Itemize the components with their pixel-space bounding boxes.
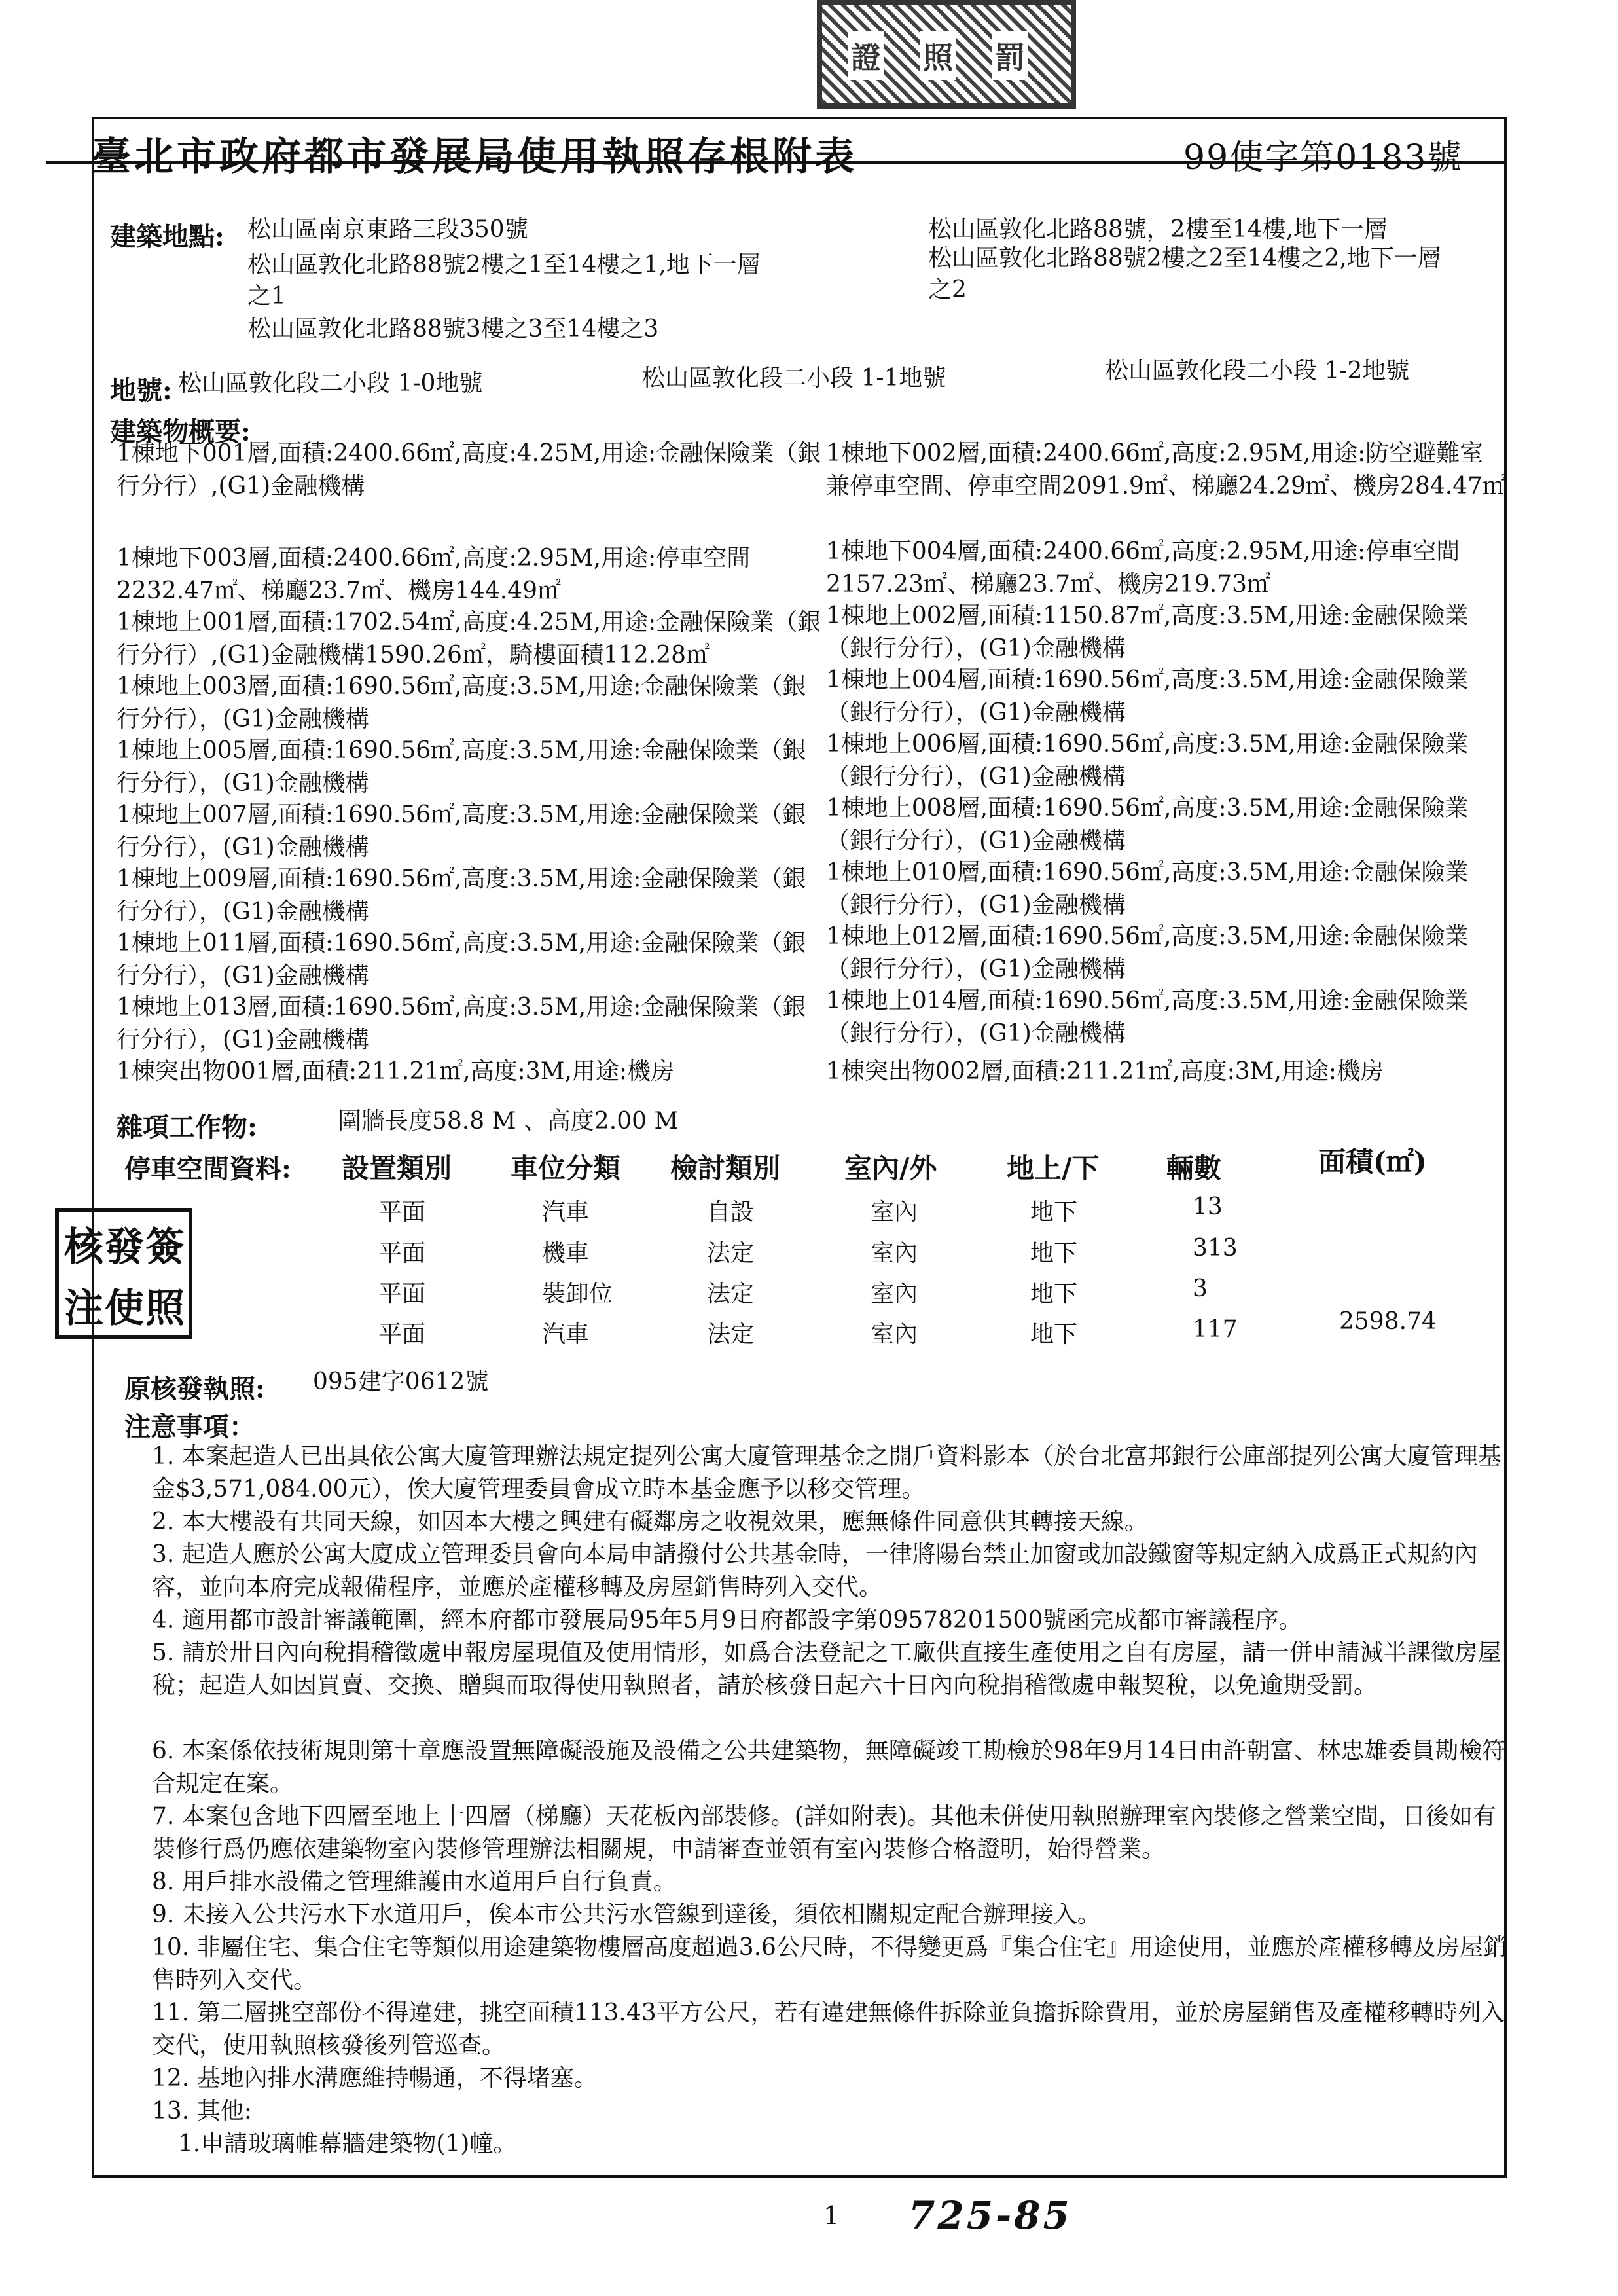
parking-cell: 地下	[1030, 1281, 1078, 1307]
original-permit-value: 095建字0612號	[313, 1368, 489, 1395]
overview-label: 建築物概要:	[110, 416, 251, 447]
floor-entry: 1棟地下003層,面積:2400.66㎡,高度:2.95M,用途:停車空間2232.47㎡、梯廳23.7㎡、機房144.49㎡	[117, 545, 751, 604]
seal-char: 發	[105, 1224, 144, 1270]
parking-cell: 地下	[1030, 1199, 1078, 1226]
parking-cell: 室內	[871, 1281, 918, 1307]
floor-entry: 1棟地上011層,面積:1690.56㎡,高度:3.5M,用途:金融保險業（銀行分行），(G1)金融機構	[117, 930, 806, 989]
site-line: 松山區敦化北路88號，2樓至14樓,地下一層	[928, 216, 1388, 243]
approval-stamp	[817, 0, 1076, 109]
lot-number: 松山區敦化段二小段 1-0地號	[178, 370, 483, 397]
serial-stamp: 725-85	[908, 2193, 1072, 2238]
stamp-char: 照	[920, 31, 956, 80]
site-label: 建築地點:	[110, 221, 225, 252]
parking-header: 檢討類別	[670, 1152, 781, 1184]
note-item: 2. 本大樓設有共同天線，如因本大樓之興建有礙鄰房之收視效果，應無條件同意供其轉接天線。	[152, 1508, 1148, 1535]
note-item: 13. 其他:	[152, 2098, 252, 2124]
note-item: 9. 未接入公共污水下水道用戶，俟本市公共污水管線到達後，須依相關規定配合辦理接入。	[152, 1901, 1101, 1928]
note-item: 6. 本案係依技術規則第十章應設置無障礙設施及設備之公共建築物，無障礙竣工勘檢於98年9月14日由許朝富、林忠雄委員勘檢符合規定在案。	[152, 1738, 1506, 1797]
page-number: 1	[823, 2201, 840, 2230]
floor-entry: 1棟地上007層,面積:1690.56㎡,高度:3.5M,用途:金融保險業（銀行分行），(G1)金融機構	[117, 801, 806, 861]
seal-char: 照	[145, 1286, 185, 1332]
note-sub-item: 1.申請玻璃帷幕牆建築物(1)幢。	[178, 2130, 517, 2157]
parking-cell: 法定	[707, 1321, 755, 1348]
site-line: 松山區南京東路三段350號	[247, 216, 528, 243]
note-item: 3. 起造人應於公寓大廈成立管理委員會向本局申請撥付公共基金時，一律將陽台禁止加窗或加設鐵窗等規定納入成爲正式規約內容，並向本府完成報備程序，並應於產權移轉及房屋銷售時列入交代。	[152, 1541, 1478, 1601]
site-line: 松山區敦化北路88號2樓之1至14樓之1,地下一層	[247, 251, 761, 278]
floor-entry: 1棟地上012層,面積:1690.56㎡,高度:3.5M,用途:金融保險業（銀行分行），(G1)金融機構	[826, 923, 1469, 983]
parking-cell: 2598.74	[1339, 1308, 1437, 1335]
parking-cell: 室內	[871, 1240, 918, 1267]
floor-entry: 1棟地下002層,面積:2400.66㎡,高度:2.95M,用途:防空避難室兼停車空間、停車空間2091.9㎡、梯廳24.29㎡、機房284.47㎡	[826, 440, 1506, 500]
document-number: 99使字第0183號	[1183, 138, 1463, 177]
site-line: 之1	[247, 283, 286, 310]
parking-cell: 法定	[707, 1281, 755, 1307]
misc-value: 圍牆長度58.8 M 、高度2.00 M	[338, 1108, 679, 1135]
floor-entry: 1棟地下004層,面積:2400.66㎡,高度:2.95M,用途:停車空間2157.23㎡、梯廳23.7㎡、機房219.73㎡	[826, 538, 1460, 598]
lot-number: 松山區敦化段二小段 1-1地號	[641, 365, 946, 392]
floor-entry: 1棟地上010層,面積:1690.56㎡,高度:3.5M,用途:金融保險業（銀行分行），(G1)金融機構	[826, 859, 1469, 919]
floor-entry: 1棟地上008層,面積:1690.56㎡,高度:3.5M,用途:金融保險業（銀行分行），(G1)金融機構	[826, 795, 1469, 854]
note-item: 10. 非屬住宅、集合住宅等類似用途建築物樓層高度超過3.6公尺時，不得變更爲『集合住宅』用途使用，並應於產權移轉及房屋銷售時列入交代。	[152, 1934, 1507, 1994]
parking-cell: 地下	[1030, 1321, 1078, 1348]
floor-entry: 1棟地上003層,面積:1690.56㎡,高度:3.5M,用途:金融保險業（銀行分行），(G1)金融機構	[117, 673, 806, 733]
page-title: 臺北市政府都市發展局使用執照存根附表	[92, 134, 857, 180]
floor-entry: 1棟突出物001層,面積:211.21㎡,高度:3M,用途:機房	[117, 1058, 675, 1085]
parking-cell: 機車	[542, 1240, 590, 1267]
parking-cell: 法定	[707, 1240, 755, 1267]
note-item: 5. 請於卅日內向稅捐稽徵處申報房屋現值及使用情形，如爲合法登記之工廠供直接生產使用之自有房屋，請一併申請減半課徵房屋稅；起造人如因買賣、交換、贈與而取得使用執照者，請於核發日起六十日內向稅捐稽徵處申報契稅，以免逾期受罰。	[152, 1639, 1501, 1699]
official-seal	[55, 1208, 192, 1339]
floor-entry: 1棟地上002層,面積:1150.87㎡,高度:3.5M,用途:金融保險業（銀行分行），(G1)金融機構	[826, 602, 1469, 662]
site-line: 之2	[928, 276, 967, 303]
floor-entry: 1棟地上005層,面積:1690.56㎡,高度:3.5M,用途:金融保險業（銀行分行），(G1)金融機構	[117, 737, 806, 797]
site-line: 松山區敦化北路88號3樓之3至14樓之3	[247, 316, 659, 342]
floor-entry: 1棟地上014層,面積:1690.56㎡,高度:3.5M,用途:金融保險業（銀行分行），(G1)金融機構	[826, 987, 1469, 1047]
parking-label: 停車空間資料:	[124, 1154, 291, 1184]
site-line: 松山區敦化北路88號2樓之2至14樓之2,地下一層	[928, 245, 1441, 272]
parking-cell: 313	[1193, 1235, 1238, 1262]
stamp-char: 罰	[992, 31, 1028, 80]
parking-cell: 平面	[378, 1281, 426, 1307]
floor-entry: 1棟地上004層,面積:1690.56㎡,高度:3.5M,用途:金融保險業（銀行分行），(G1)金融機構	[826, 666, 1469, 726]
floor-entry: 1棟地上013層,面積:1690.56㎡,高度:3.5M,用途:金融保險業（銀行分行），(G1)金融機構	[117, 994, 806, 1053]
note-item: 4. 適用都市設計審議範圍，經本府都市發展局95年5月9日府都設字第09578201500號函完成都市審議程序。	[152, 1607, 1303, 1633]
floor-entry: 1棟地上006層,面積:1690.56㎡,高度:3.5M,用途:金融保險業（銀行分行），(G1)金融機構	[826, 731, 1469, 790]
parking-header: 室內/外	[844, 1152, 937, 1184]
floor-entry: 1棟地上009層,面積:1690.56㎡,高度:3.5M,用途:金融保險業（銀行分行），(G1)金融機構	[117, 866, 806, 925]
floor-entry: 1棟地下001層,面積:2400.66㎡,高度:4.25M,用途:金融保險業（銀行分行）,(G1)金融機構	[117, 440, 821, 500]
lot-number: 松山區敦化段二小段 1-2地號	[1105, 357, 1410, 384]
seal-char: 注	[64, 1286, 103, 1332]
parking-cell: 裝卸位	[542, 1281, 613, 1307]
parking-cell: 平面	[378, 1321, 426, 1348]
parking-header: 車位分類	[511, 1152, 621, 1184]
misc-label: 雜項工作物:	[117, 1112, 257, 1142]
note-item: 1. 本案起造人已出具依公寓大廈管理辦法規定提列公寓大廈管理基金之開戶資料影本（於台北富邦銀行公庫部提列公寓大廈管理基金$3,571,084.00元），俟大廈管理委員會成立時本基金應予以移交管理。	[152, 1443, 1501, 1503]
parking-cell: 汽車	[542, 1199, 590, 1226]
floor-entry: 1棟突出物002層,面積:211.21㎡,高度:3M,用途:機房	[826, 1058, 1384, 1085]
original-permit-label: 原核發執照:	[124, 1374, 265, 1404]
parking-header: 地上/下	[1007, 1152, 1100, 1184]
note-item: 8. 用戶排水設備之管理維護由水道用戶自行負責。	[152, 1868, 677, 1895]
parking-cell: 3	[1193, 1275, 1208, 1302]
parking-cell: 自設	[707, 1199, 755, 1226]
note-item: 11. 第二層挑空部份不得違建，挑空面積113.43平方公尺，若有違建無條件拆除並負擔拆除費用，並於房屋銷售及產權移轉時列入交代，使用執照核發後列管巡查。	[152, 1999, 1505, 2059]
stamp-char: 證	[848, 31, 884, 80]
parking-cell: 平面	[378, 1199, 426, 1226]
parking-cell: 汽車	[542, 1321, 590, 1348]
parking-header: 面積(㎡)	[1318, 1146, 1427, 1178]
parking-cell: 13	[1193, 1194, 1223, 1220]
seal-char: 核	[64, 1224, 103, 1270]
note-item: 12. 基地內排水溝應維持暢通，不得堵塞。	[152, 2065, 598, 2092]
parking-cell: 室內	[871, 1199, 918, 1226]
parking-cell: 平面	[378, 1240, 426, 1267]
parking-cell: 室內	[871, 1321, 918, 1348]
parking-cell: 地下	[1030, 1240, 1078, 1267]
lot-label: 地號:	[110, 375, 172, 406]
floor-entry: 1棟地上001層,面積:1702.54㎡,高度:4.25M,用途:金融保險業（銀行分行）,(G1)金融機構1590.26㎡，騎樓面積112.28㎡	[117, 609, 821, 668]
notes-label: 注意事項：	[124, 1412, 255, 1442]
note-item: 7. 本案包含地下四層至地上十四層（梯廳）天花板內部裝修。(詳如附表)。其他未併使用執照辦理室內裝修之營業空間，日後如有裝修行爲仍應依建築物室內裝修管理辦法相關規，申請審查並領有室內裝修合格證明，始得營業。	[152, 1803, 1496, 1863]
seal-char: 簽	[145, 1224, 185, 1270]
parking-header: 輛數	[1166, 1152, 1222, 1184]
seal-char: 使	[105, 1286, 144, 1332]
parking-cell: 117	[1193, 1316, 1238, 1343]
parking-header: 設置類別	[342, 1152, 452, 1184]
